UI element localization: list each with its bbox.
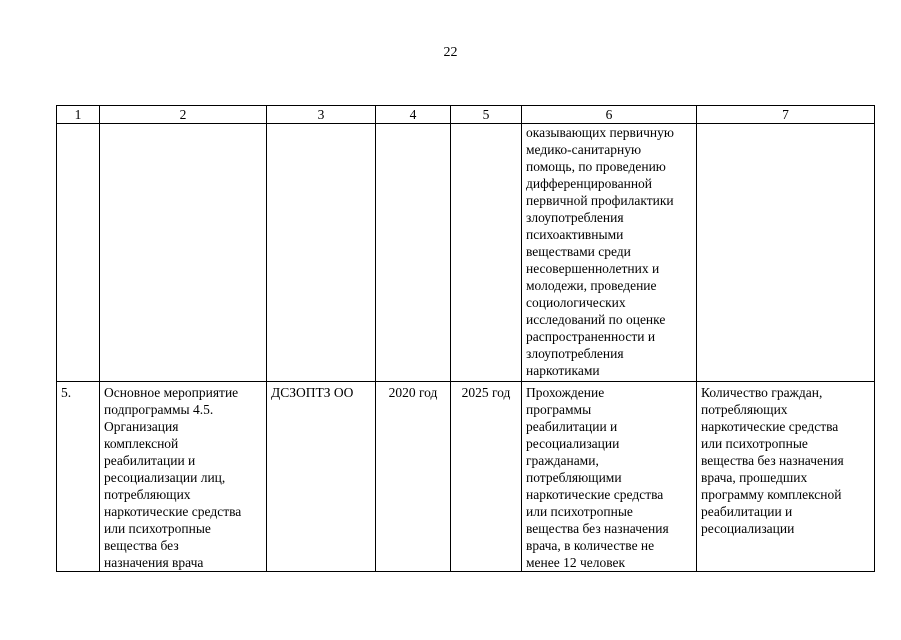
cont-text-line: злоупотребления — [526, 346, 624, 361]
result-line: менее 12 человек — [526, 555, 626, 570]
cont-text-line: социологических — [526, 295, 626, 310]
header-row — [57, 106, 875, 124]
activity-line: наркотические средства — [104, 504, 242, 519]
cont-text-line: первичной профилактики — [526, 193, 674, 208]
cont-text-line: медико-санитарную — [526, 142, 642, 157]
activity-line: Основное мероприятие — [104, 385, 239, 400]
cont-cell-2 — [100, 124, 267, 382]
result-line: реабилитации и — [526, 419, 618, 434]
indicator-cell — [697, 382, 875, 572]
cont-text-line: помощь, по проведению — [526, 159, 666, 174]
cont-cell-6 — [522, 124, 697, 382]
start-year-cell: 2020 год — [376, 382, 451, 572]
activity-line: комплексной — [104, 436, 179, 451]
result-line: или психотропные — [526, 504, 633, 519]
header-col-4: 4 — [376, 106, 451, 124]
row-number-cell: 5. — [57, 382, 100, 572]
cont-text-line: исследований по оценке — [526, 312, 666, 327]
activity-line: подпрограммы 4.5. — [104, 402, 214, 417]
cont-cell-4 — [376, 124, 451, 382]
indicator-line: программу комплексной — [701, 487, 842, 502]
cont-text-line: веществами среди — [526, 244, 631, 259]
cont-text-line: распространенности и — [526, 329, 656, 344]
activity-line: реабилитации и — [104, 453, 196, 468]
table-row-continuation — [57, 124, 875, 382]
header-col-1: 1 — [57, 106, 100, 124]
cont-text-line: психоактивными — [526, 227, 624, 242]
indicator-line: вещества без назначения — [701, 453, 844, 468]
activity-line: потребляющих — [104, 487, 191, 502]
cont-text-line: несовершеннолетних и — [526, 261, 660, 276]
activity-line: Организация — [104, 419, 179, 434]
page-number: 22 — [443, 45, 458, 60]
cont-cell-3 — [267, 124, 376, 382]
cont-cell-7 — [697, 124, 875, 382]
activity-line: вещества без — [104, 538, 179, 553]
activity-line: ресоциализации лиц, — [104, 470, 226, 485]
header-col-6: 6 — [522, 106, 697, 124]
indicator-line: наркотические средства — [701, 419, 839, 434]
indicator-line: врача, прошедших — [701, 470, 808, 485]
activity-line: назначения врача — [104, 555, 204, 570]
table-row-5 — [57, 382, 875, 572]
indicator-line: Количество граждан, — [701, 385, 823, 400]
cont-text-line: злоупотребления — [526, 210, 624, 225]
header-col-7: 7 — [697, 106, 875, 124]
header-col-3: 3 — [267, 106, 376, 124]
indicator-line: реабилитации и — [701, 504, 793, 519]
result-line: врача, в количестве не — [526, 538, 655, 553]
cont-text-line: молодежи, проведение — [526, 278, 657, 293]
cont-cell-5 — [451, 124, 522, 382]
activity-line: или психотропные — [104, 521, 211, 536]
cont-cell-1 — [57, 124, 100, 382]
header-col-5: 5 — [451, 106, 522, 124]
result-cell — [522, 382, 697, 572]
result-line: программы — [526, 402, 592, 417]
result-line: потребляющими — [526, 470, 622, 485]
cont-text-line: наркотиками — [526, 363, 600, 378]
indicator-line: потребляющих — [701, 402, 788, 417]
executor-cell: ДСЗОПТЗ ОО — [267, 382, 376, 572]
program-table — [56, 105, 875, 572]
result-line: ресоциализации — [526, 436, 620, 451]
cont-text-line: оказывающих первичную — [526, 125, 674, 140]
indicator-line: ресоциализации — [701, 521, 795, 536]
result-line: наркотические средства — [526, 487, 664, 502]
end-year-cell: 2025 год — [451, 382, 522, 572]
cont-text-line: дифференцированной — [526, 176, 653, 191]
result-line: Прохождение — [526, 385, 605, 400]
activity-cell — [100, 382, 267, 572]
result-line: гражданами, — [526, 453, 599, 468]
indicator-line: или психотропные — [701, 436, 808, 451]
header-col-2: 2 — [100, 106, 267, 124]
result-line: вещества без назначения — [526, 521, 669, 536]
